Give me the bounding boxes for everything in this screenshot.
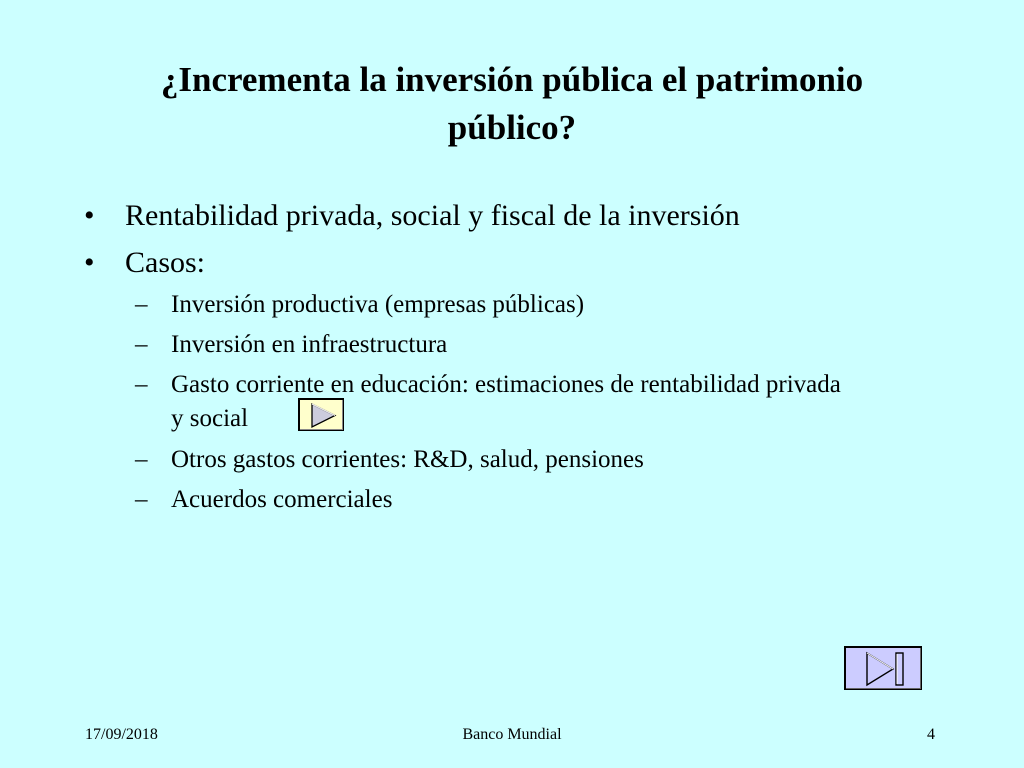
- bullet-text: Casos:: [125, 246, 206, 279]
- skip-to-end-button[interactable]: [844, 646, 922, 690]
- sub-bullet-text: Inversión en infraestructura: [171, 331, 448, 358]
- sub-bullet-item: [135, 443, 955, 477]
- sub-bullet-text-line-2-wrap: [171, 402, 955, 437]
- bullet-text: Rentabilidad privada, social y fiscal de la inversión: [125, 199, 740, 232]
- sub-bullet-item: [135, 483, 955, 517]
- sub-bullet-text-line-1: Gasto corriente en educación: estimaciones de rentabilidad privada: [171, 371, 841, 398]
- bullet-marker: •: [84, 199, 95, 232]
- dash-marker: –: [135, 331, 148, 358]
- bullet-list: [84, 193, 964, 287]
- dash-marker: –: [135, 291, 148, 318]
- sub-bullet-text: Otros gastos corrientes: R&D, salud, pensiones: [171, 445, 644, 473]
- footer-organization: Banco Mundial: [462, 726, 562, 743]
- bullet-item: [84, 193, 964, 240]
- footer-date: 17/09/2018: [85, 726, 158, 743]
- play-icon: [299, 399, 345, 432]
- sub-bullet-item: [135, 368, 955, 437]
- dash-marker: –: [135, 371, 148, 398]
- sub-bullet-list: [135, 288, 955, 523]
- sub-bullet-item: [135, 288, 955, 322]
- dash-marker: –: [135, 485, 148, 513]
- slide-title-line-2: público?: [447, 108, 577, 147]
- dash-marker: –: [135, 445, 148, 473]
- sub-bullet-item: [135, 328, 955, 362]
- bullet-item: [84, 240, 964, 287]
- bullet-marker: •: [84, 246, 95, 279]
- skip-to-end-icon: [845, 647, 923, 691]
- sub-bullet-text: Inversión productiva (empresas públicas): [171, 291, 585, 318]
- sub-bullet-text: Acuerdos comerciales: [171, 485, 393, 513]
- play-link-button[interactable]: [298, 398, 344, 431]
- sub-bullet-text-line-2: y social: [171, 405, 249, 432]
- page-number: 4: [927, 726, 935, 743]
- slide-title: [100, 56, 924, 152]
- slide-title-line-1: ¿Incrementa la inversión pública el patrimonio: [160, 60, 864, 99]
